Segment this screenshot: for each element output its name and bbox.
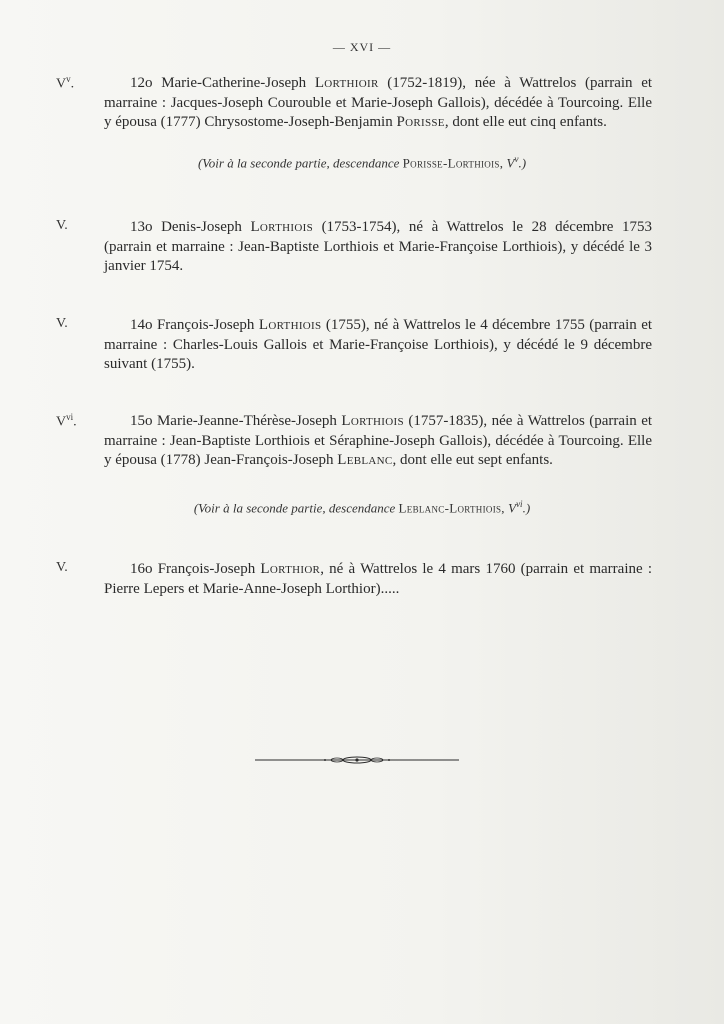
surname: Lorthioir	[314, 75, 379, 91]
entry-text: 14o François-Joseph Lorthiois (1755), né à Wattrelos le 4 décembre 1755 (parrain et marraine : Charles-Louis Gallois et Marie-Françoise Lorthiois), y décédé le 9 décembre suivant (1755).	[104, 317, 653, 373]
given-names: Marie-Catherine-Joseph	[161, 75, 307, 91]
spouse-surname: Porisse	[396, 114, 445, 131]
page-number: — XVI —	[332, 40, 392, 54]
entry-text: 16o François-Joseph Lorthior, né à Wattrelos le 4 mars 1760 (parrain et marraine : Pierre Lepers et Marie-Anne-Joseph Lorthior).....	[104, 561, 653, 597]
given-names: Denis-Joseph	[161, 219, 242, 235]
surname: Lorthiois	[250, 219, 313, 235]
generation-marker: V.	[56, 560, 68, 575]
generation-marker: $V^{vi}$.	[56, 412, 77, 430]
surname: Lorthiois	[258, 317, 322, 333]
generation-marker: V.	[56, 218, 68, 233]
generation-marker: V.	[56, 316, 68, 331]
spouse-surname: Leblanc	[337, 452, 393, 469]
generation-marker: $V^v$.	[56, 74, 75, 92]
entry-text: 13o Denis-Joseph Lorthiois (1753-1754), né à Wattrelos le 28 décembre 1753 (parrain et marraine : Jean-Baptiste Lorthiois et Marie-Françoise Lorthiois), y décédé le 3 janvier 1754.	[104, 219, 652, 275]
surname: Lorthior	[260, 561, 321, 577]
cross-reference: (Voir à la seconde partie, descendance Leblanc-Lorthiois, $V^{vi}$.)	[193, 499, 531, 516]
surname: Lorthiois	[341, 413, 404, 429]
entry-text: 12o Marie-Catherine-Joseph Lorthioir (1752-1819), née à Wattrelos (parrain et marraine : Jacques-Joseph Courouble et Marie-Joseph Gallois), décédée à Tourcoing. Elle y épousa (1777) Chrysostome-Joseph-Benjamin Porisse, dont elle eut cinq enfants.	[104, 75, 653, 131]
given-names: François-Joseph	[156, 317, 255, 333]
given-names: Marie-Jeanne-Thérèse-Joseph	[156, 413, 337, 429]
given-names: François-Joseph	[157, 561, 256, 577]
entry-text: 15o Marie-Jeanne-Thérèse-Joseph Lorthiois (1757-1835), née à Wattrelos (parrain et marraine : Jean-Baptiste Lorthiois et Séraphine-Joseph Gallois), décédée à Tourcoing. Elle y épousa (1778) Jean-François-Joseph Leblanc, dont elle eut sept enfants.	[104, 413, 653, 469]
ornament-divider	[255, 752, 459, 768]
cross-reference: (Voir à la seconde partie, descendance Porisse-Lorthiois, $V^v$.)	[197, 154, 527, 171]
